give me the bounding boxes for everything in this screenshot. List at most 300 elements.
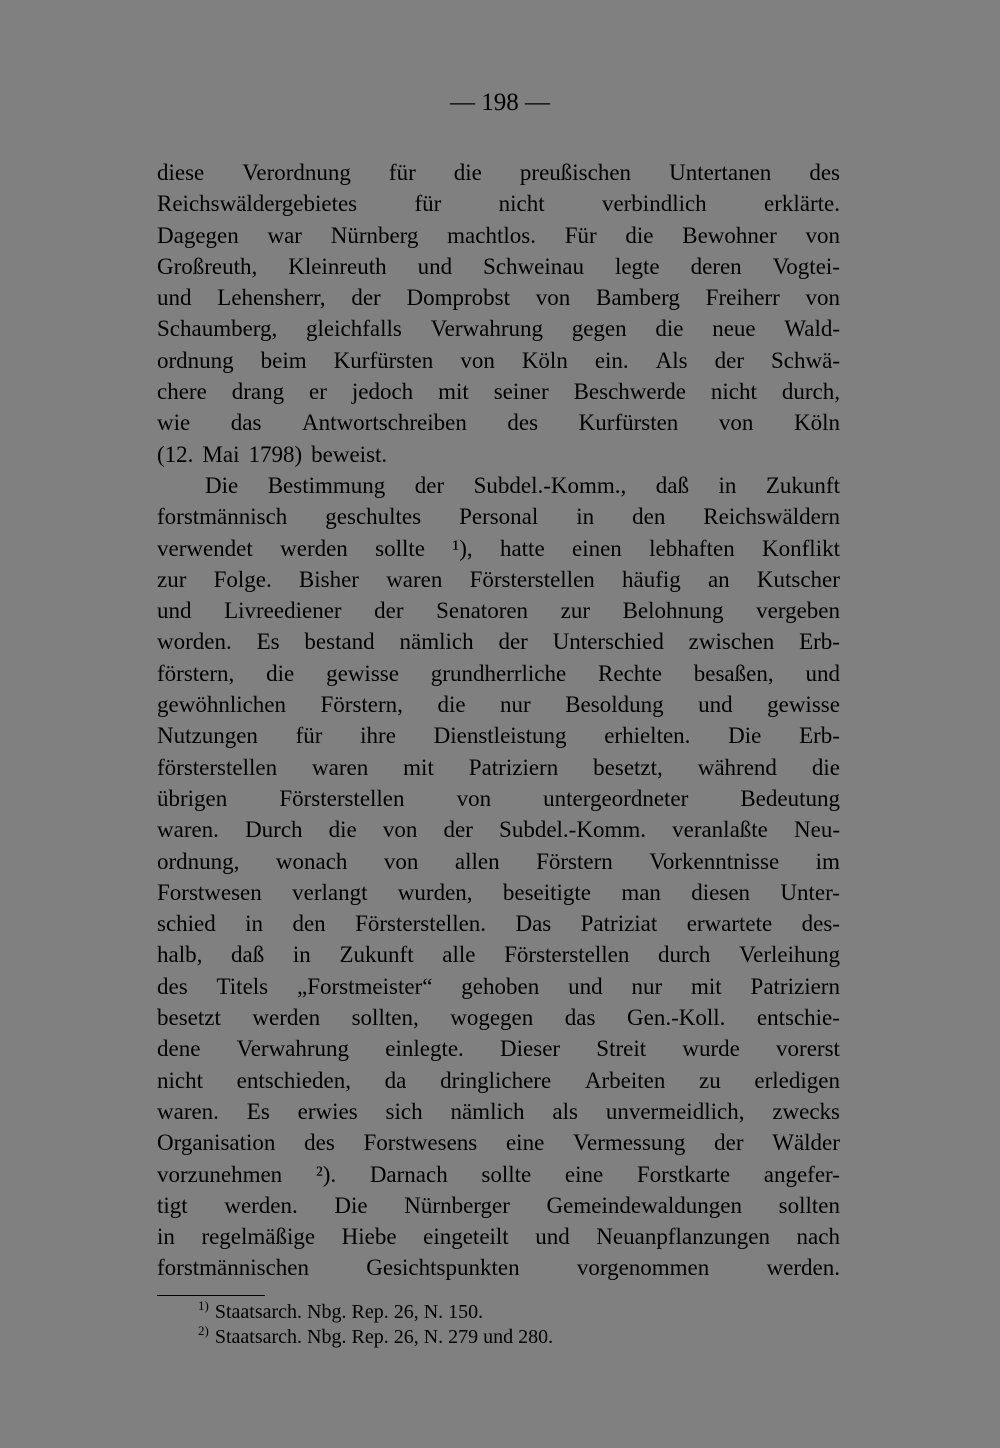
- word: übrigen: [157, 785, 228, 811]
- word: untergeordneter: [543, 785, 689, 811]
- text-line: [157, 501, 840, 532]
- word: von: [382, 817, 418, 843]
- word: Reichswäldergebietes: [157, 191, 358, 217]
- word: war: [267, 222, 302, 248]
- word: Bedeutung: [740, 785, 840, 811]
- word: beweist.: [311, 441, 388, 467]
- word: im: [815, 848, 840, 874]
- word: Verordnung: [242, 160, 351, 185]
- word: an: [707, 566, 730, 592]
- word: Schweinau: [483, 253, 584, 279]
- word: verbindlich: [601, 191, 707, 217]
- word: worden.: [157, 629, 232, 655]
- text-line: [157, 1127, 840, 1158]
- word: zwecks: [772, 1098, 840, 1124]
- word: Erb-: [799, 629, 840, 655]
- word: der: [351, 285, 381, 311]
- footnote-divider: [157, 1295, 265, 1296]
- word: diese: [157, 160, 205, 185]
- word: Es: [256, 629, 280, 655]
- word: und: [535, 1224, 570, 1250]
- word: Försterstellen: [469, 566, 595, 592]
- word: legte: [614, 253, 660, 279]
- word: Forstwesens: [363, 1130, 478, 1156]
- word: neue: [712, 316, 756, 342]
- word: Verwahrung: [430, 316, 543, 342]
- body-text: [157, 157, 840, 1284]
- word: alle: [442, 942, 476, 968]
- word: der: [414, 472, 445, 498]
- word: halb,: [157, 942, 203, 968]
- word: drang: [231, 379, 285, 405]
- word: die: [328, 817, 357, 843]
- word: Verleihung: [739, 942, 840, 968]
- word: waren.: [157, 817, 219, 843]
- text-line: [157, 658, 840, 689]
- word: die: [811, 754, 840, 780]
- text-line: [157, 846, 840, 877]
- word: nicht: [157, 1067, 203, 1093]
- word: Mai: [202, 441, 240, 467]
- text-line: [157, 1252, 840, 1283]
- word: Neuanpflanzungen: [596, 1224, 770, 1250]
- word: entschie-: [756, 1005, 840, 1031]
- text-line: [157, 971, 840, 1002]
- word: sich: [385, 1098, 423, 1124]
- word: Subdel.-Komm.,: [473, 472, 627, 498]
- word: Försterstellen: [504, 942, 630, 968]
- word: unvermeidlich,: [605, 1098, 745, 1124]
- text-line: [157, 1159, 840, 1190]
- page-number: — 198 —: [450, 89, 550, 116]
- word: von: [460, 347, 495, 373]
- word: Neu-: [794, 817, 840, 843]
- word: Großreuth,: [157, 253, 258, 279]
- word: erledigen: [754, 1067, 840, 1093]
- text-line: [157, 1190, 840, 1221]
- word: da: [384, 1067, 407, 1093]
- word: gewöhnlichen: [157, 692, 287, 718]
- word: chere: [157, 379, 207, 405]
- text-line: [157, 1033, 840, 1064]
- text-line: [157, 783, 840, 814]
- footnotes: [198, 1300, 838, 1350]
- word: entschieden,: [236, 1067, 351, 1093]
- word: Zukunft: [339, 942, 414, 968]
- word: Die: [334, 1192, 368, 1218]
- text-line: [157, 220, 840, 251]
- word: der: [714, 347, 744, 373]
- word: der: [498, 629, 528, 655]
- word: besaßen,: [693, 660, 774, 686]
- word: Reichswäldern: [703, 504, 840, 530]
- word: nur: [500, 692, 531, 718]
- word: Wald-: [784, 316, 840, 342]
- word: vergeben: [756, 598, 840, 624]
- word: Wälder: [772, 1130, 840, 1156]
- word: verlangt: [292, 879, 368, 905]
- word: Freiherr: [705, 285, 780, 311]
- word: Dagegen: [157, 222, 239, 248]
- word: werden.: [224, 1192, 298, 1218]
- word: die: [625, 222, 654, 248]
- word: Bamberg: [595, 285, 680, 311]
- word: nur: [631, 973, 663, 999]
- word: und: [157, 285, 192, 311]
- word: angefer-: [763, 1161, 840, 1187]
- text-line: [157, 939, 840, 970]
- word: Kurfürsten: [333, 347, 434, 373]
- word: Dieser: [500, 1036, 561, 1062]
- word: Streit: [596, 1036, 647, 1062]
- word: Kurfürsten: [578, 410, 679, 436]
- word: in: [718, 472, 737, 498]
- word: Försterstellen: [279, 785, 405, 811]
- word: geschultes: [325, 504, 422, 530]
- word: Hiebe: [341, 1224, 397, 1250]
- word: werden: [280, 535, 348, 561]
- text-line: [157, 157, 840, 188]
- word: Beschwerde: [573, 379, 686, 405]
- word: grundherrliche: [430, 660, 567, 686]
- word: diesen: [691, 879, 751, 905]
- word: Schaumberg,: [157, 316, 278, 342]
- word: Försterstellen.: [355, 911, 487, 937]
- word: jedoch: [351, 379, 414, 405]
- word: sollte: [375, 535, 425, 561]
- word: forstmännischen: [157, 1255, 310, 1281]
- word: nämlich: [450, 1098, 525, 1124]
- word: mit: [438, 379, 469, 405]
- word: Livreediener: [224, 598, 342, 624]
- word: Vogtei-: [772, 253, 840, 279]
- text-line: [157, 720, 840, 751]
- word: durch: [658, 942, 711, 968]
- word: eine: [564, 1161, 604, 1187]
- word: Rechte: [598, 660, 662, 686]
- word: vorgenommen: [576, 1255, 710, 1281]
- word: gegen: [571, 316, 627, 342]
- text-line: [157, 407, 840, 438]
- word: ²).: [315, 1161, 337, 1187]
- word: wonach: [275, 848, 348, 874]
- word: der: [374, 598, 404, 624]
- word: Forstkarte: [636, 1161, 731, 1187]
- word: Senatoren: [436, 598, 529, 624]
- word: eine: [505, 1130, 545, 1156]
- word: mit: [691, 973, 722, 999]
- word: gleichfalls: [306, 316, 402, 342]
- word: des: [304, 1130, 335, 1156]
- word: Zukunft: [765, 472, 840, 498]
- word: Darnach: [369, 1161, 448, 1187]
- word: Bewohner: [682, 222, 777, 248]
- text-line: [157, 689, 840, 720]
- word: Die: [728, 723, 762, 749]
- word: deren: [690, 253, 742, 279]
- word: beseitigte: [502, 879, 591, 905]
- word: bestand: [304, 629, 375, 655]
- word: das: [230, 410, 262, 436]
- word: zur: [560, 598, 591, 624]
- word: Kutscher: [756, 566, 840, 592]
- word: zu: [699, 1067, 721, 1093]
- word: mit: [403, 754, 434, 780]
- word: sollten: [778, 1192, 840, 1218]
- word: und: [157, 598, 192, 624]
- word: Kleinreuth: [288, 253, 387, 279]
- text-line: [157, 1096, 840, 1127]
- word: für: [414, 191, 442, 217]
- word: gewisse: [326, 660, 399, 686]
- word: Unterschied: [552, 629, 664, 655]
- word: Untertanen: [669, 160, 772, 185]
- word: Arbeiten: [584, 1067, 666, 1093]
- text-line: [157, 470, 840, 501]
- word: des: [809, 160, 840, 185]
- word: Lehensherr,: [217, 285, 326, 311]
- word: zwischen: [688, 629, 775, 655]
- word: der: [443, 817, 473, 843]
- word: während: [697, 754, 777, 780]
- word: Belohnung: [622, 598, 724, 624]
- word: Es: [246, 1098, 270, 1124]
- text-line: [157, 626, 840, 657]
- word: Gemeindewaldungen: [546, 1192, 742, 1218]
- word: daß: [655, 472, 690, 498]
- footnote-text: Staatsarch. Nbg. Rep. 26, N. 150.: [214, 1301, 484, 1323]
- word: nämlich: [399, 629, 474, 655]
- footnote: [198, 1325, 838, 1350]
- word: allen: [454, 848, 500, 874]
- text-line: [157, 1065, 840, 1096]
- footnote-mark: 2): [198, 1323, 209, 1339]
- word: (12.: [157, 441, 194, 467]
- word: Als: [655, 347, 688, 373]
- word: tigt: [157, 1192, 188, 1218]
- word: werden: [252, 1005, 321, 1031]
- text-line: [157, 376, 840, 407]
- word: Die: [205, 472, 239, 498]
- word: Nutzungen: [157, 723, 258, 749]
- word: dringlichere: [440, 1067, 552, 1093]
- word: preußischen: [519, 160, 632, 185]
- word: des-: [801, 911, 840, 937]
- word: schied: [157, 911, 216, 937]
- word: Personal: [459, 504, 539, 530]
- word: Nürnberger: [404, 1192, 510, 1218]
- word: in: [292, 942, 311, 968]
- word: ordnung: [157, 347, 234, 373]
- word: und: [805, 660, 840, 686]
- text-line: [157, 752, 840, 783]
- word: Schwä-: [771, 347, 840, 373]
- word: Patriziern: [750, 973, 840, 999]
- text-line: [157, 439, 840, 470]
- word: Für: [564, 222, 597, 248]
- word: von: [535, 285, 571, 311]
- word: Durch: [245, 817, 303, 843]
- word: nicht: [710, 379, 757, 405]
- word: die: [655, 316, 684, 342]
- word: sollten,: [351, 1005, 419, 1031]
- word: Verwahrung: [236, 1036, 350, 1062]
- word: Förstern: [536, 848, 613, 874]
- word: nach: [796, 1224, 840, 1250]
- word: des: [507, 410, 539, 436]
- word: besetzt: [157, 1005, 221, 1031]
- word: förstern,: [157, 660, 235, 686]
- word: Subdel.-Komm.: [499, 817, 646, 843]
- word: erwartete: [686, 911, 773, 937]
- word: regelmäßige: [201, 1224, 316, 1250]
- word: gewisse: [767, 692, 840, 718]
- text-line: [157, 345, 840, 376]
- word: von: [456, 785, 492, 811]
- word: Antwortschreiben: [302, 410, 467, 436]
- word: beim: [260, 347, 307, 373]
- word: für: [388, 160, 416, 185]
- word: Köln: [521, 347, 568, 373]
- word: die: [453, 160, 482, 185]
- word: waren: [386, 566, 443, 592]
- text-line: [157, 1002, 840, 1033]
- word: erwies: [297, 1098, 358, 1124]
- word: Dienstleistung: [433, 723, 567, 749]
- word: den: [292, 911, 326, 937]
- word: in: [576, 504, 595, 530]
- word: Titels: [216, 973, 269, 999]
- word: häufig: [621, 566, 681, 592]
- word: Erb-: [799, 723, 840, 749]
- word: den: [632, 504, 666, 530]
- word: Gen.-Koll.: [627, 1005, 726, 1031]
- word: Domprobst: [406, 285, 510, 311]
- word: waren.: [157, 1098, 219, 1124]
- word: wurde: [682, 1036, 740, 1062]
- word: Das: [515, 911, 552, 937]
- word: Förstern,: [320, 692, 403, 718]
- word: „Forstmeister“: [297, 973, 433, 999]
- word: für: [295, 723, 323, 749]
- word: als: [552, 1098, 578, 1124]
- text-line: [157, 908, 840, 939]
- word: einlegte.: [385, 1036, 464, 1062]
- word: daß: [231, 942, 265, 968]
- word: werden.: [766, 1255, 840, 1281]
- word: zur: [157, 566, 187, 592]
- word: ihre: [360, 723, 396, 749]
- word: die: [266, 660, 295, 686]
- word: von: [805, 285, 840, 311]
- word: sollte: [481, 1161, 532, 1187]
- word: Bisher: [298, 566, 359, 592]
- text-line: [157, 877, 840, 908]
- word: Besoldung: [565, 692, 664, 718]
- footnote: [198, 1300, 838, 1325]
- word: und: [568, 973, 603, 999]
- text-line: [157, 595, 840, 626]
- word: waren: [312, 754, 369, 780]
- word: eingeteilt: [423, 1224, 509, 1250]
- word: nicht: [498, 191, 545, 217]
- word: von: [805, 222, 840, 248]
- text-line: [157, 188, 840, 219]
- word: von: [383, 848, 419, 874]
- word: wurden,: [397, 879, 473, 905]
- word: man: [621, 879, 661, 905]
- word: vorerst: [776, 1036, 840, 1062]
- word: in: [157, 1224, 175, 1250]
- word: ¹),: [452, 535, 473, 561]
- word: hatte: [499, 535, 545, 561]
- word: und: [698, 692, 733, 718]
- word: Gesichtspunkten: [366, 1255, 520, 1281]
- word: er: [309, 379, 327, 405]
- word: wogegen: [450, 1005, 534, 1031]
- word: die: [437, 692, 466, 718]
- word: Unter-: [780, 879, 840, 905]
- text-line: [157, 251, 840, 282]
- word: Folge.: [213, 566, 272, 592]
- footnote-mark: 1): [198, 1298, 209, 1314]
- word: vorzunehmen: [157, 1161, 283, 1187]
- text-line: [157, 814, 840, 845]
- word: Patriziat: [580, 911, 658, 937]
- word: erklärte.: [764, 191, 840, 217]
- word: Vermessung: [573, 1130, 686, 1156]
- word: durch,: [781, 379, 840, 405]
- word: ein.: [594, 347, 629, 373]
- word: Nürnberg: [330, 222, 419, 248]
- word: verwendet: [157, 535, 253, 561]
- text-line: [157, 313, 840, 344]
- word: forstmännisch: [157, 504, 288, 530]
- word: machtlos.: [447, 222, 536, 248]
- word: des: [157, 973, 188, 999]
- text-line: [157, 564, 840, 595]
- word: lebhaften: [649, 535, 735, 561]
- word: einen: [571, 535, 622, 561]
- word: besetzt,: [593, 754, 663, 780]
- word: in: [245, 911, 264, 937]
- word: 1798): [248, 441, 303, 467]
- word: gehoben: [461, 973, 540, 999]
- word: seiner: [493, 379, 549, 405]
- word: und: [417, 253, 453, 279]
- footnote-text: Staatsarch. Nbg. Rep. 26, N. 279 und 280.: [214, 1326, 554, 1348]
- word: erhielten.: [604, 723, 691, 749]
- text-line: [157, 1221, 840, 1252]
- word: veranlaßte: [672, 817, 768, 843]
- word: ordnung,: [157, 848, 240, 874]
- word: dene: [157, 1036, 201, 1062]
- word: das: [564, 1005, 596, 1031]
- word: der: [714, 1130, 744, 1156]
- word: Konflikt: [762, 535, 840, 561]
- word: Patriziern: [468, 754, 559, 780]
- word: wie: [157, 410, 191, 436]
- word: Vorkenntnisse: [649, 848, 780, 874]
- word: Organisation: [157, 1130, 276, 1156]
- word: försterstellen: [157, 754, 278, 780]
- word: von: [718, 410, 754, 436]
- word: Köln: [793, 410, 840, 436]
- word: Forstwesen: [157, 879, 262, 905]
- word: Bestimmung: [267, 472, 386, 498]
- text-line: [157, 282, 840, 313]
- text-line: [157, 533, 840, 564]
